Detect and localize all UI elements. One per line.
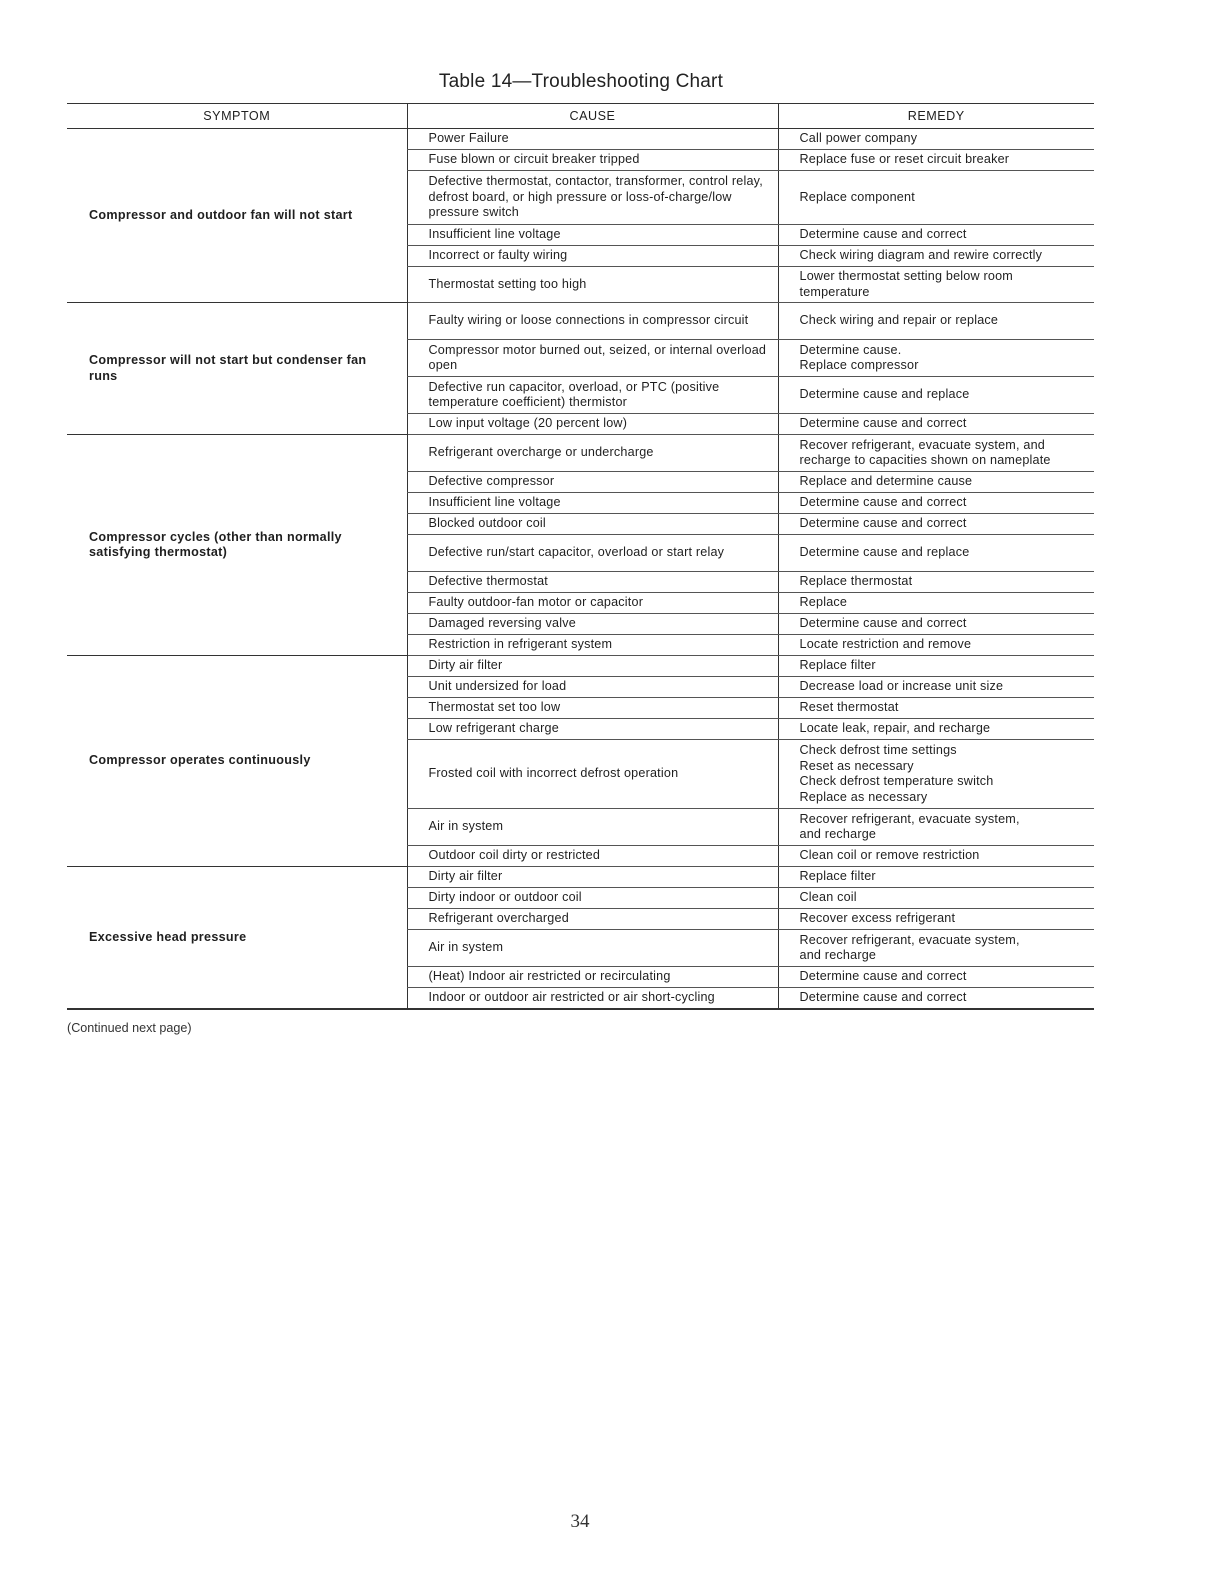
remedy-cell: Check wiring and repair or replace [778, 303, 1094, 340]
table-body [67, 129, 1094, 1009]
remedy-cell: Determine cause and correct [778, 614, 1094, 635]
cause-cell: Air in system [407, 809, 778, 846]
symptom-cell: Compressor cycles (other than normally satisfying thermostat) [67, 435, 407, 656]
cause-cell: Insufficient line voltage [407, 493, 778, 514]
cause-cell: (Heat) Indoor air restricted or recirculating [407, 967, 778, 988]
remedy-cell: Replace and determine cause [778, 472, 1094, 493]
header-symptom: SYMPTOM [67, 104, 407, 129]
header-cause: CAUSE [407, 104, 778, 129]
remedy-cell: Recover refrigerant, evacuate system, and recharge [778, 930, 1094, 967]
cause-cell: Refrigerant overcharged [407, 909, 778, 930]
troubleshooting-table [67, 103, 1094, 1010]
table-row [67, 129, 1094, 150]
remedy-cell: Determine cause and correct [778, 514, 1094, 535]
remedy-cell: Determine cause and correct [778, 967, 1094, 988]
cause-cell: Thermostat set too low [407, 698, 778, 719]
cause-cell: Outdoor coil dirty or restricted [407, 846, 778, 867]
symptom-cell: Compressor will not start but condenser fan runs [67, 303, 407, 435]
remedy-cell: Locate leak, repair, and recharge [778, 719, 1094, 740]
remedy-cell: Clean coil or remove restriction [778, 846, 1094, 867]
cause-cell: Damaged reversing valve [407, 614, 778, 635]
remedy-cell: Replace fuse or reset circuit breaker [778, 150, 1094, 171]
cause-cell: Dirty air filter [407, 656, 778, 677]
remedy-cell: Lower thermostat setting below room temperature [778, 267, 1094, 303]
remedy-cell: Decrease load or increase unit size [778, 677, 1094, 698]
table-row [67, 435, 1094, 472]
cause-cell: Faulty outdoor-fan motor or capacitor [407, 593, 778, 614]
remedy-cell: Determine cause and correct [778, 225, 1094, 246]
remedy-cell: Determine cause and correct [778, 414, 1094, 435]
remedy-cell: Recover refrigerant, evacuate system, and recharge to capacities shown on nameplate [778, 435, 1094, 472]
remedy-cell: Replace component [778, 171, 1094, 225]
cause-cell: Defective run/start capacitor, overload or start relay [407, 535, 778, 572]
cause-cell: Faulty wiring or loose connections in compressor circuit [407, 303, 778, 340]
page-number: 34 [570, 1511, 590, 1532]
cause-cell: Restriction in refrigerant system [407, 635, 778, 656]
cause-cell: Dirty indoor or outdoor coil [407, 888, 778, 909]
symptom-cell: Compressor and outdoor fan will not start [67, 129, 407, 303]
remedy-cell: Replace [778, 593, 1094, 614]
cause-cell: Compressor motor burned out, seized, or internal overload open [407, 340, 778, 377]
remedy-cell: Recover refrigerant, evacuate system, and recharge [778, 809, 1094, 846]
remedy-cell: Check defrost time settings Reset as necessary Check defrost temperature switch Replace as necessary [778, 740, 1094, 809]
symptom-cell: Compressor operates continuously [67, 656, 407, 867]
remedy-cell: Recover excess refrigerant [778, 909, 1094, 930]
cause-cell: Dirty air filter [407, 867, 778, 888]
header-row [67, 104, 1094, 129]
remedy-cell: Determine cause and correct [778, 493, 1094, 514]
cause-cell: Refrigerant overcharge or undercharge [407, 435, 778, 472]
remedy-cell: Replace filter [778, 867, 1094, 888]
table-title: Table 14—Troubleshooting Chart [438, 71, 724, 92]
cause-cell: Blocked outdoor coil [407, 514, 778, 535]
cause-cell: Frosted coil with incorrect defrost operation [407, 740, 778, 809]
table-row [67, 867, 1094, 888]
cause-cell: Insufficient line voltage [407, 225, 778, 246]
header-remedy: REMEDY [778, 104, 1094, 129]
remedy-cell: Replace filter [778, 656, 1094, 677]
cause-cell: Low refrigerant charge [407, 719, 778, 740]
symptom-cell: Excessive head pressure [67, 867, 407, 1009]
remedy-cell: Determine cause and replace [778, 535, 1094, 572]
cause-cell: Incorrect or faulty wiring [407, 246, 778, 267]
cause-cell: Air in system [407, 930, 778, 967]
cause-cell: Defective run capacitor, overload, or PTC (positive temperature coefficient) thermistor [407, 377, 778, 414]
remedy-cell: Locate restriction and remove [778, 635, 1094, 656]
remedy-cell: Replace thermostat [778, 572, 1094, 593]
cause-cell: Defective thermostat, contactor, transformer, control relay, defrost board, or high pressure or loss-of-charge/low pressure switch [407, 171, 778, 225]
continued-note: (Continued next page) [67, 1021, 192, 1035]
remedy-cell: Clean coil [778, 888, 1094, 909]
cause-cell: Fuse blown or circuit breaker tripped [407, 150, 778, 171]
remedy-cell: Determine cause and correct [778, 988, 1094, 1009]
cause-cell: Defective thermostat [407, 572, 778, 593]
table-row [67, 303, 1094, 340]
cause-cell: Thermostat setting too high [407, 267, 778, 303]
cause-cell: Power Failure [407, 129, 778, 150]
remedy-cell: Determine cause. Replace compressor [778, 340, 1094, 377]
remedy-cell: Call power company [778, 129, 1094, 150]
remedy-cell: Reset thermostat [778, 698, 1094, 719]
remedy-cell: Determine cause and replace [778, 377, 1094, 414]
table-row [67, 656, 1094, 677]
cause-cell: Unit undersized for load [407, 677, 778, 698]
cause-cell: Low input voltage (20 percent low) [407, 414, 778, 435]
cause-cell: Indoor or outdoor air restricted or air short-cycling [407, 988, 778, 1009]
cause-cell: Defective compressor [407, 472, 778, 493]
remedy-cell: Check wiring diagram and rewire correctly [778, 246, 1094, 267]
